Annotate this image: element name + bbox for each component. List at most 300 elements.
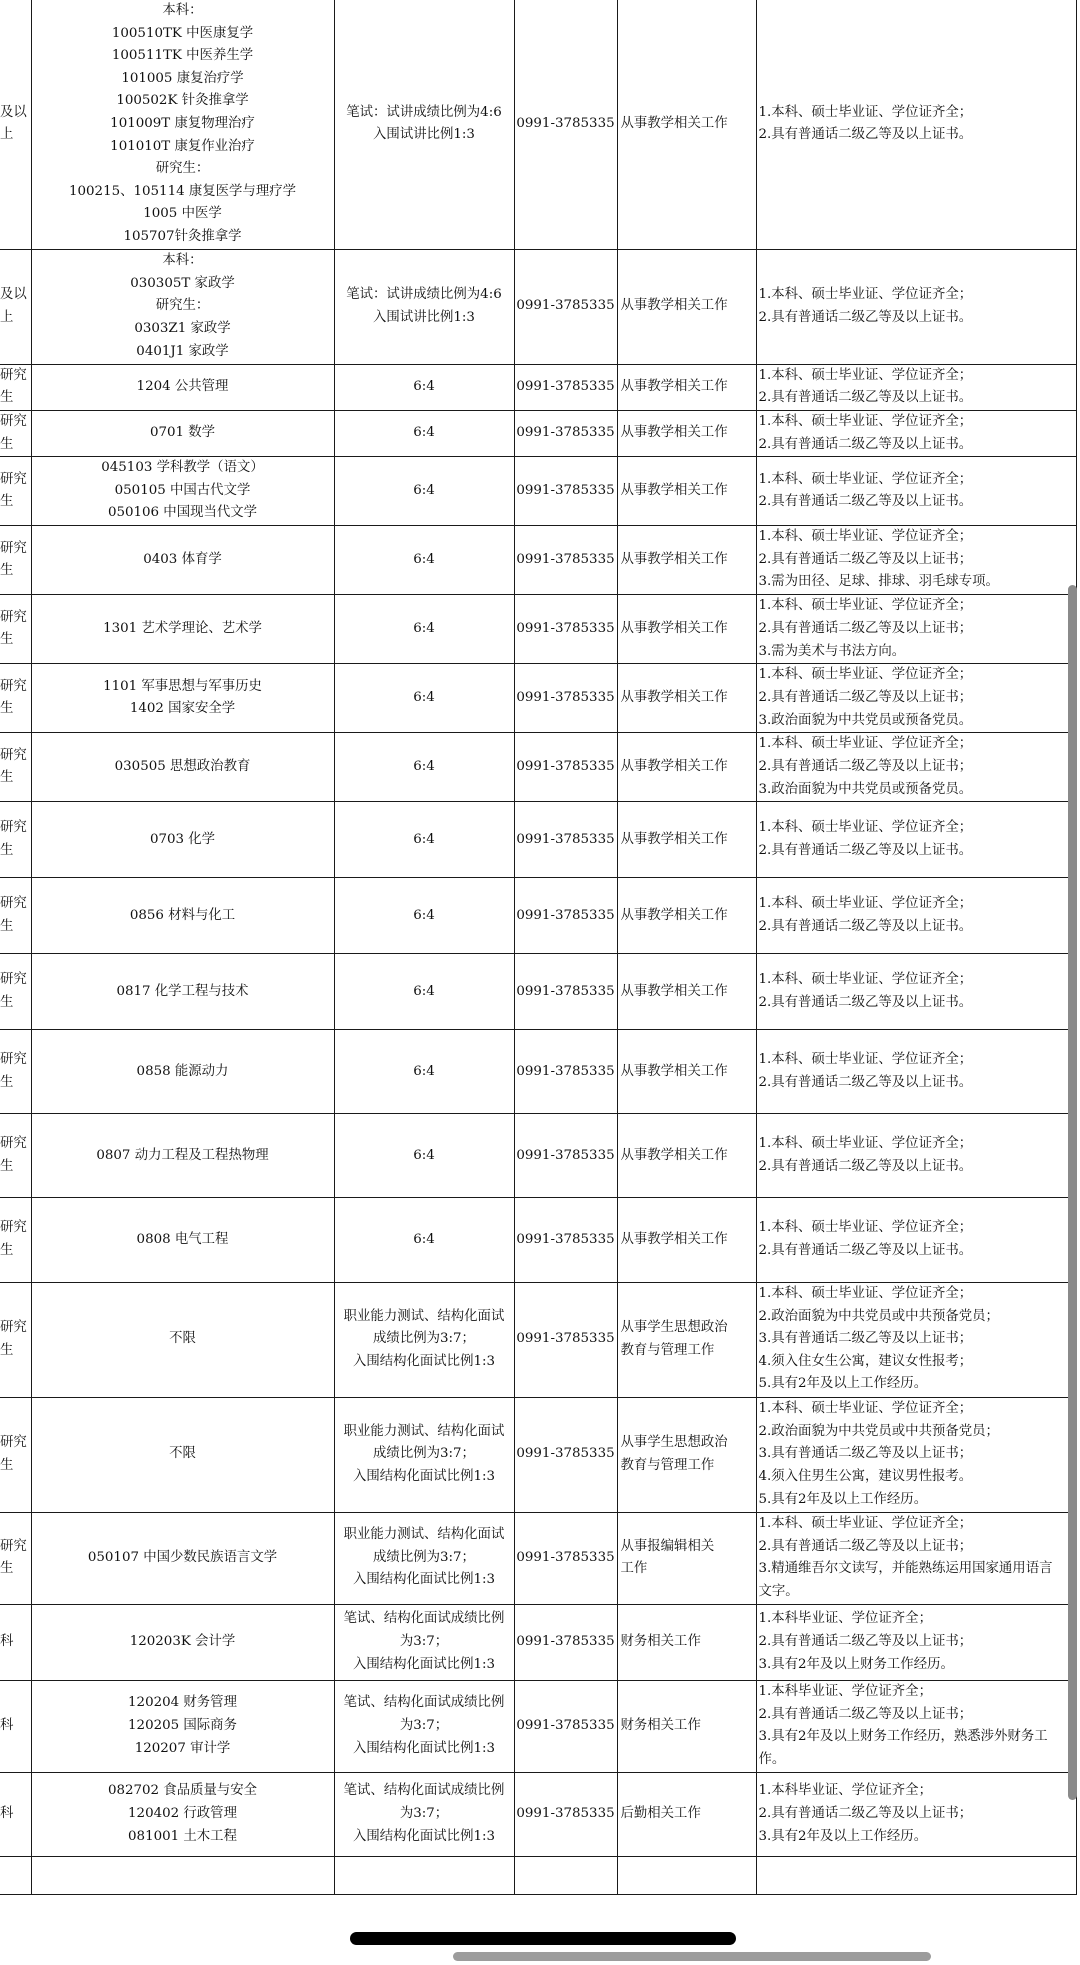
requirements-cell	[756, 595, 1076, 664]
cell-line: 120204 财务管理	[128, 1695, 237, 1711]
cell-line: 科	[0, 1633, 14, 1649]
major-cell	[31, 1198, 334, 1282]
major-cell	[31, 733, 334, 802]
cell-line: 2.具有普通话二级乙等及以上证书；	[758, 1633, 973, 1649]
cell-line: 生	[0, 1243, 14, 1258]
cell-line: 1.本科毕业证、学位证齐全；	[758, 1684, 932, 1700]
requirements-cell	[756, 1856, 1076, 1894]
phone-cell	[514, 1772, 617, 1856]
phone-cell	[514, 0, 617, 249]
cell-line: 笔试：试讲成绩比例为4:6	[346, 287, 502, 303]
cell-line: 从事教学相关工作	[620, 116, 728, 132]
edu-cell	[0, 595, 31, 664]
cell-line: 生	[0, 1158, 14, 1174]
cell-line: 1.本科、硕士毕业证、学位证齐全；	[758, 471, 973, 487]
cell-line: 0991-3785335	[516, 1063, 615, 1079]
requirements-cell	[756, 1030, 1076, 1114]
cell-line: 入围试讲比例1:3	[373, 127, 475, 143]
cell-line: 作。	[758, 1751, 786, 1767]
cell-line: 120402 行政管理	[128, 1806, 237, 1821]
home-indicator[interactable]	[350, 1932, 736, 1945]
major-cell	[31, 0, 334, 249]
cell-line: 从事教学相关工作	[620, 1147, 728, 1163]
table-row	[0, 802, 1076, 878]
phone-cell	[514, 1282, 617, 1397]
major-cell	[31, 878, 334, 954]
vertical-scrollbar[interactable]	[1068, 585, 1077, 1800]
cell-line: 1.本科、硕士毕业证、学位证齐全；	[758, 1052, 973, 1068]
cell-line: 从事教学相关工作	[620, 620, 728, 636]
cell-line: 1101 军事思想与军事历史	[103, 678, 262, 694]
cell-line: 0991-3785335	[516, 551, 615, 567]
major-cell	[31, 1114, 334, 1198]
phone-cell	[514, 526, 617, 595]
cell-line: 0991-3785335	[516, 425, 615, 441]
cell-line: 6:4	[413, 620, 435, 636]
cell-line: 1.本科、硕士毕业证、学位证齐全；	[758, 972, 973, 988]
exam-method-cell	[334, 526, 514, 595]
exam-method-cell	[334, 1772, 514, 1856]
job-duty-cell	[617, 954, 756, 1030]
cell-line: 6:4	[413, 831, 435, 847]
cell-line: 4.须入住女生公寓，建议女性报考；	[758, 1353, 973, 1369]
major-cell	[31, 457, 334, 526]
cell-line: 5.具有2年及以上工作经历。	[758, 1376, 928, 1392]
requirements-cell	[756, 878, 1076, 954]
requirements-cell	[756, 664, 1076, 733]
cell-line: 研究生：	[155, 298, 210, 314]
cell-line: 2.具有普通话二级乙等及以上证书。	[758, 309, 973, 325]
major-cell	[31, 526, 334, 595]
phone-cell	[514, 410, 617, 456]
cell-line: 科	[0, 1717, 14, 1733]
cell-line: 6:4	[413, 758, 435, 774]
cell-line: 从事教学相关工作	[620, 689, 728, 705]
phone-cell	[514, 1114, 617, 1198]
cell-line: 0858 能源动力	[136, 1063, 229, 1079]
edu-cell	[0, 526, 31, 595]
cell-line: 0703 化学	[149, 831, 216, 847]
table-row	[0, 364, 1076, 410]
cell-line: 2.具有普通话二级乙等及以上证书；	[758, 1706, 973, 1722]
cell-line: 050107 中国少数民族语言文学	[87, 1549, 278, 1565]
cell-line: 成绩比例为3:7；	[373, 1331, 475, 1347]
cell-line: 笔试、结构化面试成绩比例	[343, 1695, 505, 1711]
cell-line: 2.具有普通话二级乙等及以上证书。	[758, 842, 973, 858]
cell-line: 0991-3785335	[516, 983, 615, 999]
edu-cell	[0, 1114, 31, 1198]
cell-line: 职业能力测试、结构化面试	[343, 1423, 505, 1439]
exam-method-cell	[334, 595, 514, 664]
phone-cell	[514, 1030, 617, 1114]
cell-line: 120207 审计学	[134, 1740, 231, 1756]
cell-line: 0807 动力工程及工程热物理	[96, 1147, 269, 1163]
cell-line: 100511TK 中医养生学	[111, 48, 254, 64]
cell-line: 入围结构化面试比例1:3	[352, 1828, 496, 1844]
cell-line: 1.本科毕业证、学位证齐全；	[758, 1783, 932, 1799]
major-cell	[31, 802, 334, 878]
cell-line: 1.本科、硕士毕业证、学位证齐全；	[758, 413, 973, 429]
cell-line: 研究	[0, 471, 27, 487]
cell-line: 1204 公共管理	[136, 379, 229, 395]
cell-line: 6:4	[413, 689, 435, 705]
cell-line: 生	[0, 770, 14, 786]
cell-line: 生	[0, 390, 14, 406]
requirements-cell	[756, 410, 1076, 456]
cell-line: 2.具有普通话二级乙等及以上证书。	[758, 1158, 973, 1174]
cell-line: 101010T 康复作业治疗	[110, 138, 255, 154]
cell-line: 财务相关工作	[620, 1717, 701, 1733]
exam-method-cell	[334, 878, 514, 954]
table-row	[0, 1604, 1076, 1680]
cell-line: 2.具有普通话二级乙等及以上证书。	[758, 436, 973, 452]
cell-line: 生	[0, 701, 14, 717]
edu-cell	[0, 1772, 31, 1856]
cell-line: 工作	[620, 1561, 648, 1577]
job-duty-cell	[617, 1856, 756, 1894]
cell-line: 职业能力测试、结构化面试	[343, 1308, 505, 1324]
cell-line: 0991-3785335	[516, 1446, 615, 1462]
major-cell	[31, 595, 334, 664]
edu-cell	[0, 249, 31, 364]
cell-line: 6:4	[413, 1063, 435, 1079]
table-row	[0, 878, 1076, 954]
cell-line: 1301 艺术学理论、艺术学	[103, 620, 262, 636]
table-row	[0, 1512, 1076, 1604]
cell-line: 研究	[0, 413, 27, 429]
cell-line: 1.本科、硕士毕业证、学位证齐全；	[758, 667, 973, 683]
edu-cell	[0, 1282, 31, 1397]
cell-line: 研究生：	[155, 161, 210, 177]
cell-line: 0701 数学	[149, 425, 216, 441]
job-duty-cell	[617, 1282, 756, 1397]
cell-line: 1.本科、硕士毕业证、学位证齐全；	[758, 598, 973, 614]
cell-line: 6:4	[413, 425, 435, 441]
cell-line: 120205 国际商务	[128, 1717, 237, 1733]
cell-line: 笔试、结构化面试成绩比例	[343, 1783, 505, 1799]
cell-line: 0991-3785335	[516, 482, 615, 498]
exam-method-cell	[334, 1397, 514, 1512]
cell-line: 0401J1 家政学	[136, 343, 229, 359]
cell-line: 为3:7；	[399, 1633, 449, 1649]
cell-line: 从事学生思想政治	[620, 1319, 728, 1335]
exam-method-cell	[334, 802, 514, 878]
job-duty-cell	[617, 1604, 756, 1680]
major-cell	[31, 249, 334, 364]
cell-line: 0991-3785335	[516, 1717, 615, 1733]
cell-line: 100510TK 中医康复学	[111, 25, 254, 41]
cell-line: 0856 材料与化工	[129, 907, 236, 923]
major-cell	[31, 1604, 334, 1680]
cell-line: 3.具有2年及以上财务工作经历，熟悉涉外财务工	[758, 1729, 1048, 1745]
cell-line: 030305T 家政学	[130, 275, 235, 291]
cell-line: 2.具有普通话二级乙等及以上证书；	[758, 551, 973, 567]
cell-line: 082702 食品质量与安全	[107, 1783, 258, 1799]
cell-line: 1.本科、硕士毕业证、学位证齐全；	[758, 1515, 973, 1531]
cell-line: 0991-3785335	[516, 1633, 615, 1649]
table-row	[0, 595, 1076, 664]
table-row	[0, 1772, 1076, 1856]
cell-line: 研究	[0, 747, 27, 763]
cell-line: 050105 中国古代文学	[114, 482, 251, 498]
phone-cell	[514, 364, 617, 410]
cell-line: 从事教学相关工作	[620, 831, 728, 847]
job-duty-cell	[617, 1772, 756, 1856]
cell-line: 6:4	[413, 551, 435, 567]
cell-line: 3.政治面貌为中共党员或预备党员。	[758, 712, 973, 728]
cell-line: 050106 中国现当代文学	[107, 505, 258, 521]
major-cell	[31, 1030, 334, 1114]
edu-cell	[0, 410, 31, 456]
exam-method-cell	[334, 1604, 514, 1680]
exam-method-cell	[334, 664, 514, 733]
requirements-cell	[756, 733, 1076, 802]
job-duty-cell	[617, 526, 756, 595]
job-duty-cell	[617, 802, 756, 878]
cell-line: 0991-3785335	[516, 689, 615, 705]
exam-method-cell	[334, 1114, 514, 1198]
cell-line: 6:4	[413, 379, 435, 395]
cell-line: 研究	[0, 972, 27, 988]
cell-line: 1.本科、硕士毕业证、学位证齐全；	[758, 529, 973, 545]
cell-line: 2.具有普通话二级乙等及以上证书。	[758, 127, 973, 143]
cell-line: 1.本科、硕士毕业证、学位证齐全；	[758, 104, 973, 120]
cell-line: 2.具有普通话二级乙等及以上证书。	[758, 494, 973, 510]
cell-line: 研究	[0, 1136, 27, 1152]
exam-method-cell	[334, 364, 514, 410]
job-duty-cell	[617, 364, 756, 410]
requirements-cell	[756, 1772, 1076, 1856]
phone-cell	[514, 878, 617, 954]
edu-cell	[0, 954, 31, 1030]
exam-method-cell	[334, 1512, 514, 1604]
cell-line: 研究	[0, 609, 27, 625]
edu-cell	[0, 1680, 31, 1772]
cell-line: 及以	[0, 104, 27, 120]
requirements-cell	[756, 802, 1076, 878]
cell-line: 2.具有普通话二级乙等及以上证书；	[758, 620, 973, 636]
job-duty-cell	[617, 457, 756, 526]
cell-line: 4.须入住男生公寓，建议男性报考。	[758, 1468, 973, 1484]
cell-line: 上	[0, 127, 14, 143]
cell-line: 6:4	[413, 482, 435, 498]
cell-line: 1.本科、硕士毕业证、学位证齐全；	[758, 820, 973, 836]
cell-line: 为3:7；	[399, 1806, 449, 1821]
phone-cell	[514, 1604, 617, 1680]
cell-line: 2.具有普通话二级乙等及以上证书；	[758, 1806, 973, 1821]
major-cell	[31, 664, 334, 733]
cell-line: 生	[0, 563, 14, 579]
job-duty-cell	[617, 1030, 756, 1114]
cell-line: 科	[0, 1806, 14, 1821]
cell-line: 0991-3785335	[516, 1331, 615, 1347]
cell-line: 100502K 针灸推拿学	[116, 93, 249, 109]
table-row	[0, 1198, 1076, 1282]
job-duty-cell	[617, 595, 756, 664]
major-cell	[31, 364, 334, 410]
requirements-cell	[756, 1604, 1076, 1680]
cell-line: 本科：	[162, 3, 203, 19]
job-duty-cell	[617, 664, 756, 733]
phone-cell	[514, 1856, 617, 1894]
cell-line: 1.本科、硕士毕业证、学位证齐全；	[758, 1220, 973, 1236]
cell-line: 3.政治面貌为中共党员或预备党员。	[758, 781, 973, 797]
cell-line: 从事教学相关工作	[620, 1063, 728, 1079]
requirements-cell	[756, 1114, 1076, 1198]
cell-line: 研究	[0, 1052, 27, 1068]
cell-line: 及以	[0, 287, 27, 303]
cell-line: 生	[0, 1074, 14, 1090]
phone-cell	[514, 1680, 617, 1772]
cell-line: 生	[0, 436, 14, 452]
cell-line: 0991-3785335	[516, 1806, 615, 1821]
cell-line: 2.具有普通话二级乙等及以上证书。	[758, 1074, 973, 1090]
cell-line: 2.具有普通话二级乙等及以上证书；	[758, 1538, 973, 1554]
edu-cell	[0, 802, 31, 878]
cell-line: 从事教学相关工作	[620, 298, 728, 314]
requirements-cell	[756, 457, 1076, 526]
job-duty-cell	[617, 1512, 756, 1604]
exam-method-cell	[334, 457, 514, 526]
cell-line: 6:4	[413, 983, 435, 999]
exam-method-cell	[334, 1680, 514, 1772]
table-row	[0, 664, 1076, 733]
cell-line: 入围结构化面试比例1:3	[352, 1740, 496, 1756]
requirements-cell	[756, 1397, 1076, 1512]
cell-line: 研究	[0, 820, 27, 836]
cell-line: 不限	[169, 1446, 196, 1462]
edu-cell	[0, 1856, 31, 1894]
cell-line: 0991-3785335	[516, 298, 615, 314]
cell-line: 2.具有普通话二级乙等及以上证书；	[758, 758, 973, 774]
table-row	[0, 249, 1076, 364]
phone-cell	[514, 802, 617, 878]
horizontal-scrollbar[interactable]	[453, 1952, 931, 1961]
table-row	[0, 1856, 1076, 1894]
cell-line: 1.本科、硕士毕业证、学位证齐全；	[758, 367, 973, 383]
table-row	[0, 410, 1076, 456]
cell-line: 1.本科、硕士毕业证、学位证齐全；	[758, 896, 973, 912]
cell-line: 3.精通维吾尔文读写，并能熟练运用国家通用语言	[758, 1561, 1053, 1577]
cell-line: 045103 学科教学（语文）	[101, 460, 264, 476]
cell-line: 生	[0, 842, 14, 858]
cell-line: 生	[0, 1561, 14, 1577]
cell-line: 5.具有2年及以上工作经历。	[758, 1491, 928, 1507]
requirements-cell	[756, 526, 1076, 595]
cell-line: 从事报编辑相关	[620, 1538, 715, 1554]
cell-line: 从事教学相关工作	[620, 482, 728, 498]
cell-line: 081001 土木工程	[128, 1828, 237, 1844]
edu-cell	[0, 364, 31, 410]
cell-line: 0991-3785335	[516, 1549, 615, 1565]
exam-method-cell	[334, 1856, 514, 1894]
table-row	[0, 1680, 1076, 1772]
table-row	[0, 1114, 1076, 1198]
cell-line: 后勤相关工作	[620, 1806, 701, 1821]
major-cell	[31, 1856, 334, 1894]
cell-line: 105707针灸推拿学	[123, 229, 242, 244]
cell-line: 入围结构化面试比例1:3	[352, 1572, 496, 1588]
exam-method-cell	[334, 1198, 514, 1282]
cell-line: 研究	[0, 540, 27, 556]
cell-line: 生	[0, 1342, 14, 1358]
cell-line: 研究	[0, 896, 27, 912]
cell-line: 2.具有普通话二级乙等及以上证书。	[758, 390, 973, 406]
cell-line: 100215、105114 康复医学与理疗学	[68, 183, 296, 199]
edu-cell	[0, 0, 31, 249]
cell-line: 6:4	[413, 1147, 435, 1163]
cell-line: 入围结构化面试比例1:3	[352, 1468, 496, 1484]
edu-cell	[0, 733, 31, 802]
cell-line: 生	[0, 918, 14, 934]
table-row	[0, 457, 1076, 526]
table-row	[0, 1397, 1076, 1512]
requirements-cell	[756, 364, 1076, 410]
cell-line: 2.具有普通话二级乙等及以上证书。	[758, 1243, 973, 1258]
cell-line: 成绩比例为3:7；	[373, 1446, 475, 1462]
phone-cell	[514, 1397, 617, 1512]
edu-cell	[0, 457, 31, 526]
cell-line: 为3:7；	[399, 1717, 449, 1733]
major-cell	[31, 410, 334, 456]
cell-line: 本科：	[162, 253, 203, 269]
job-duty-cell	[617, 1198, 756, 1282]
cell-line: 入围结构化面试比例1:3	[352, 1353, 496, 1369]
cell-line: 0303Z1 家政学	[134, 321, 231, 336]
cell-line: 101009T 康复物理治疗	[110, 116, 255, 132]
requirements-cell	[756, 1198, 1076, 1282]
cell-line: 0991-3785335	[516, 758, 615, 774]
major-cell	[31, 1397, 334, 1512]
cell-line: 3.需为田径、足球、排球、羽毛球专项。	[758, 574, 999, 590]
cell-line: 2.具有普通话二级乙等及以上证书；	[758, 689, 973, 705]
phone-cell	[514, 1198, 617, 1282]
cell-line: 从事教学相关工作	[620, 907, 728, 923]
phone-cell	[514, 954, 617, 1030]
cell-line: 教育与管理工作	[620, 1457, 715, 1473]
table-row	[0, 0, 1076, 249]
edu-cell	[0, 1604, 31, 1680]
cell-line: 2.政治面貌为中共党员或中共预备党员；	[758, 1308, 999, 1324]
requirements-cell	[756, 249, 1076, 364]
cell-line: 0991-3785335	[516, 1231, 615, 1247]
cell-line: 1.本科、硕士毕业证、学位证齐全；	[758, 1401, 973, 1417]
cell-line: 0991-3785335	[516, 116, 615, 132]
major-cell	[31, 1772, 334, 1856]
cell-line: 研究	[0, 678, 27, 694]
cell-line: 生	[0, 494, 14, 510]
job-duty-cell	[617, 410, 756, 456]
cell-line: 研究	[0, 1435, 27, 1451]
phone-cell	[514, 595, 617, 664]
table-row	[0, 733, 1076, 802]
cell-line: 不限	[169, 1331, 196, 1347]
cell-line: 3.具有普通话二级乙等及以上证书；	[758, 1331, 973, 1347]
table-row	[0, 526, 1076, 595]
cell-line: 教育与管理工作	[620, 1342, 715, 1358]
edu-cell	[0, 878, 31, 954]
phone-cell	[514, 664, 617, 733]
cell-line: 从事教学相关工作	[620, 379, 728, 395]
cell-line: 3.具有2年及以上工作经历。	[758, 1828, 928, 1844]
cell-line: 笔试、结构化面试成绩比例	[343, 1611, 505, 1627]
exam-method-cell	[334, 410, 514, 456]
cell-line: 6:4	[413, 1231, 435, 1247]
cell-line: 101005 康复治疗学	[121, 70, 244, 86]
exam-method-cell	[334, 1030, 514, 1114]
table-row	[0, 954, 1076, 1030]
edu-cell	[0, 664, 31, 733]
